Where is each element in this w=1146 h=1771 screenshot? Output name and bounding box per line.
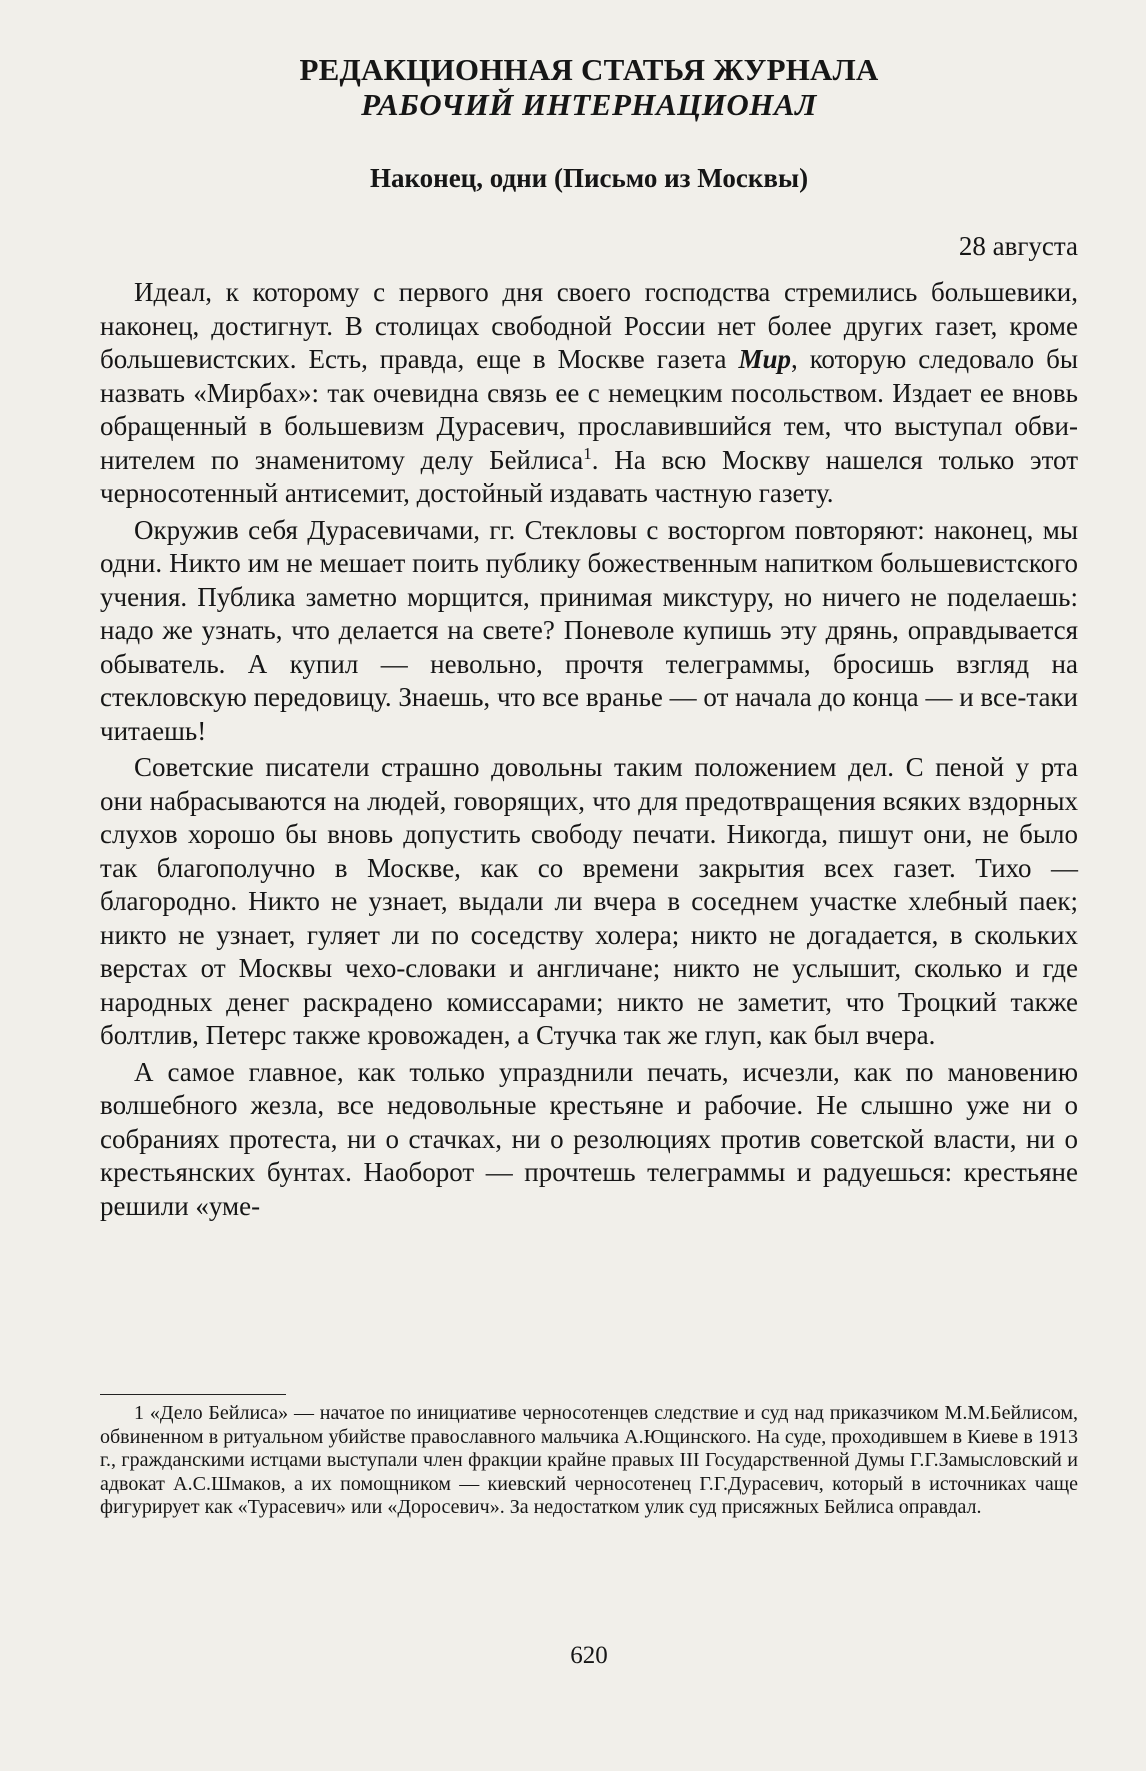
paragraph-2: Окружив себя Дурасевичами, гг. Стекловы с восторгом повторяют: наконец, мы одни. Никто им не мешает поить публику божественным напитком большевистского учения. Публика заметно морщится, принимая микстуру, но ничего не поделаешь: надо же узнать, что делается на свете? Поневоле купишь эту дрянь, оправдывается обыватель. А купил — невольно, прочтя телеграммы, бросишь взгляд на стекловскую передовицу. Знаешь, что все вранье — от начала до конца — и все-таки читаешь! bbox=[100, 514, 1078, 746]
paragraph-1-text-b: , которую следовало бы назвать «Мирбах»: так очевидна связь ее с немецким посольством. Издает ее вновь обращенный в большевизм Дурасевич, прославившийся тем, что выступал обвинителем по знаменитому делу Бейлиса bbox=[100, 344, 1079, 475]
newspaper-title: Мир bbox=[738, 344, 791, 374]
footnote-marker: 1 bbox=[134, 1402, 144, 1424]
paragraph-4: А самое главное, как только упразднили печать, исчезли, как по мановению волшебного жезла, все недовольные крестьяне и рабочие. Не слышно уже ни о собраниях протеста, ни о стачках, ни о резолюциях против советской власти, ни о крестьянских бунтах. Наоборот — прочтешь телеграммы и радуешься: крестьяне решили «уме- bbox=[100, 1056, 1078, 1221]
footnote-divider bbox=[100, 1394, 286, 1395]
editorial-heading: РЕДАКЦИОННАЯ СТАТЬЯ ЖУРНАЛА bbox=[299, 52, 879, 87]
article-body bbox=[100, 276, 1078, 1226]
paragraph-1-text-a: Идеал, к которому с первого дня своего господства стремились большевики, наконец, достигнут. В столицах свободной России нет более других газет, кроме большевистских. Есть, правда, еще в Москве газета bbox=[100, 277, 1078, 374]
footnote-text: «Дело Бейлиса» — начатое по инициативе черносотенцев следствие и суд над приказчиком М.М.Бейлисом, обвиненном в ритуальном убийстве православного мальчика А.Ющинского. На суде, проходившем в Киеве в 1913 г., гражданскими истцами выступали член фракции крайне правых III Государственной Думы Г.Г.Замысловский и адвокат А.С.Шмаков, а их помощником — киевский черносотенец Г.Г.Дурасевич, который в источниках чаще фигурирует как «Турасевич» или «Доросевич». За недостатком улик суд присяжных Бейлиса оправдал. bbox=[100, 1402, 1078, 1518]
paragraph-1 bbox=[100, 276, 1078, 511]
footnote-paragraph bbox=[100, 1402, 1078, 1520]
journal-name: РАБОЧИЙ ИНТЕРНАЦИОНАЛ bbox=[361, 87, 817, 122]
page-number: 620 bbox=[570, 1642, 608, 1669]
footnote bbox=[100, 1402, 1078, 1520]
article-title: Наконец, одни (Письмо из Москвы) bbox=[369, 163, 809, 193]
paragraph-1-text-c: . На всю Москву нашелся только этот черносотенный антисемит, достойный издавать частную газету. bbox=[100, 444, 1079, 508]
paragraph-3: Советские писатели страшно довольны таким положением дел. С пеной у рта они набрасываются на людей, говорящих, что для предотвращения всяких вздорных слухов хорошо бы вновь допустить свободу печати. Никогда, пишут они, не было так благополучно в Москве, как со времени закрытия всех газет. Тихо — благородно. Никто не узнает, выдали ли вчера в соседнем участке хлебный паек; никто не узнает, гуляет ли по соседству холера; никто не догадается, в скольких верстах от Москвы чехо-словаки и англичане; никто не услышит, сколько и где народных денег раскрадено комиссарами; никто не заметит, что Троцкий также болтлив, Петерс также кровожаден, а Стучка так же глуп, как был вчера. bbox=[100, 752, 1078, 1050]
article-date: 28 августа bbox=[958, 231, 1078, 261]
footnote-reference: 1 bbox=[583, 443, 592, 463]
